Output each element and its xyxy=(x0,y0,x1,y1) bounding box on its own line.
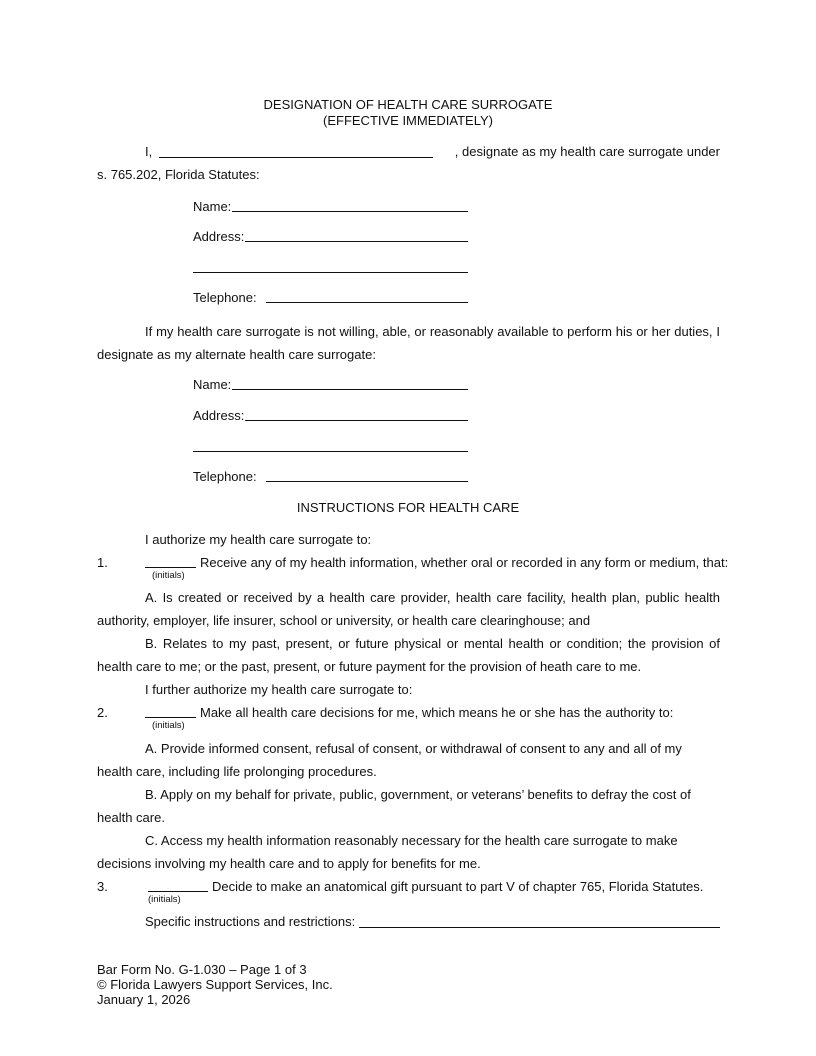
surrogate-name-label: Name: xyxy=(193,199,232,214)
footer-date: January 1, 2026 xyxy=(97,992,191,1007)
item-2-text: Make all health care decisions for me, which means he or she has the authority to: xyxy=(200,705,674,720)
footer-form-number: Bar Form No. G-1.030 – Page 1 of 3 xyxy=(97,962,307,977)
specific-instructions-label: Specific instructions and restrictions: xyxy=(145,914,356,929)
item-3-initials-line[interactable] xyxy=(148,891,208,892)
item-3-initials-label: (initials) xyxy=(148,894,181,905)
item-2-a-line1: A. Provide informed consent, refusal of consent, or withdrawal of consent to any and all of my xyxy=(145,741,682,756)
item-3-text: Decide to make an anatomical gift pursuant to part V of chapter 765, Florida Statutes. xyxy=(212,879,704,894)
surrogate-name-line[interactable] xyxy=(232,211,468,212)
item-1-initials-label: (initials) xyxy=(152,570,185,581)
item-1-number: 1. xyxy=(97,555,108,570)
item-1-text: Receive any of my health information, whether oral or recorded in any form or medium, that: xyxy=(200,555,729,570)
alternate-name-line[interactable] xyxy=(232,389,468,390)
intro-statute: s. 765.202, Florida Statutes: xyxy=(97,167,260,182)
item-2-number: 2. xyxy=(97,705,108,720)
surrogate-telephone-label: Telephone: xyxy=(193,290,257,305)
item-1-a-line2: authority, employer, life insurer, school or university, or health care clearinghouse; and xyxy=(97,613,591,628)
alternate-paragraph-line1: If my health care surrogate is not willing, able, or reasonably available to perform his or her duties, I xyxy=(145,324,720,339)
document-subtitle: (EFFECTIVE IMMEDIATELY) xyxy=(323,113,493,128)
intro-prefix: I, xyxy=(145,144,153,159)
instructions-heading: INSTRUCTIONS FOR HEALTH CARE xyxy=(296,500,520,515)
item-2-initials-label: (initials) xyxy=(152,720,185,731)
surrogate-address-line-2[interactable] xyxy=(193,272,468,273)
alternate-paragraph-line2: designate as my alternate health care surrogate: xyxy=(97,347,376,362)
item-2-initials-line[interactable] xyxy=(145,717,196,718)
item-2-a-line2: health care, including life prolonging procedures. xyxy=(97,764,377,779)
intro-suffix: , designate as my health care surrogate under xyxy=(454,144,720,159)
item-1-a-line1: A. Is created or received by a health care provider, health care facility, health plan, public health xyxy=(145,590,720,605)
item-1-b-line1: B. Relates to my past, present, or future physical or mental health or condition; the provision of xyxy=(145,636,720,651)
item-3-number: 3. xyxy=(97,879,108,894)
alternate-telephone-label: Telephone: xyxy=(193,469,257,484)
surrogate-telephone-line[interactable] xyxy=(266,302,468,303)
item-2-b-line2: health care. xyxy=(97,810,165,825)
alternate-telephone-line[interactable] xyxy=(266,481,468,482)
further-authorize-text: I further authorize my health care surrogate to: xyxy=(145,682,413,697)
alternate-address-line-2[interactable] xyxy=(193,451,468,452)
alternate-address-label: Address: xyxy=(193,408,245,423)
item-1-initials-line[interactable] xyxy=(145,567,196,568)
item-2-c-line2: decisions involving my health care and to apply for benefits for me. xyxy=(97,856,481,871)
footer-copyright: © Florida Lawyers Support Services, Inc. xyxy=(97,977,333,992)
surrogate-address-line[interactable] xyxy=(245,241,468,242)
specific-instructions-line[interactable] xyxy=(359,927,720,928)
principal-name-line[interactable] xyxy=(159,157,433,158)
item-1-b-line2: health care to me; or the past, present, or future payment for the provision of heath care to me. xyxy=(97,659,642,674)
item-2-c-line1: C. Access my health information reasonably necessary for the health care surrogate to make xyxy=(145,833,678,848)
alternate-address-line[interactable] xyxy=(245,420,468,421)
item-2-b-line1: B. Apply on my behalf for private, public, government, or veterans’ benefits to defray the cost of xyxy=(145,787,691,802)
document-title: DESIGNATION OF HEALTH CARE SURROGATE xyxy=(263,97,553,112)
surrogate-address-label: Address: xyxy=(193,229,245,244)
authorize-text: I authorize my health care surrogate to: xyxy=(145,532,372,547)
alternate-name-label: Name: xyxy=(193,377,232,392)
